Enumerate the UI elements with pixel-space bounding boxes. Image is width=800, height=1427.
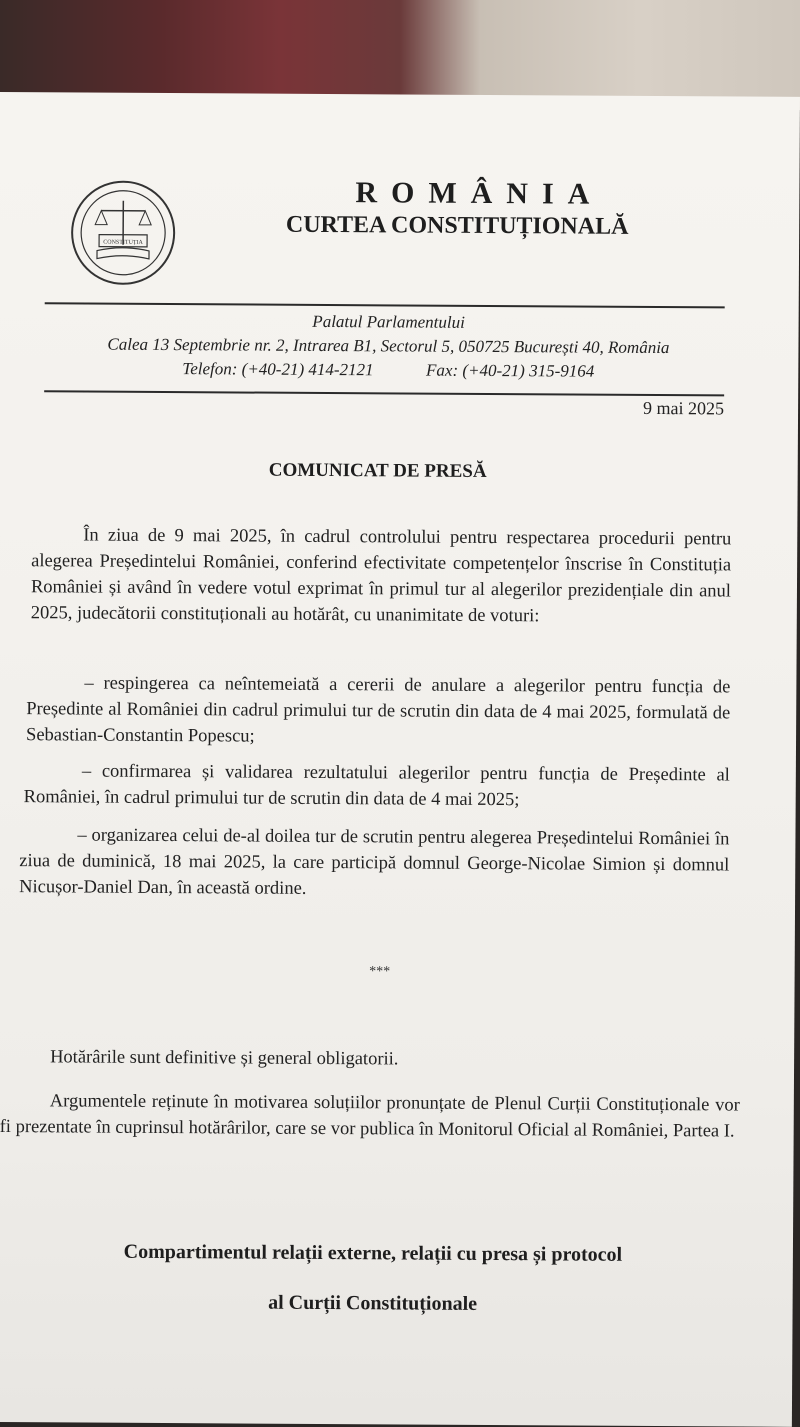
seal-text: CONSTITUȚIA [103,240,143,246]
header-rule-bottom [44,390,724,396]
address-building: Palatul Parlamentului [49,310,729,334]
header-rule-top [45,302,725,308]
phone-number: Telefon: (+40-21) 414-2121 [182,359,373,379]
institution-heading: CURTEA CONSTITUȚIONALĂ [257,212,657,241]
decision-item-1: – respingerea ca neîntemeiată a cererii de anulare a alegerilor pentru funcția de Președinte al României din cadrul primului tur de scrutin din data de 4 mai 2025, formulată de Sebastian-Constantin Popescu; [26,670,730,752]
court-seal-icon [69,178,178,287]
document-title: COMUNICAT DE PRESĂ [148,459,608,484]
fax-number: Fax: (+40-21) 315-9164 [426,361,594,381]
section-separator: *** [355,964,405,980]
footer-department: Compartimentul relații externe, relații cu presa și protocol [53,1240,693,1267]
release-date: 9 mai 2025 [558,397,724,419]
decision-item-2: – confirmarea și validarea rezultatului alegerilor pentru funcția de Președinte al României, în cadrul primului tur de scrutin din data de 4 mai 2025; [24,758,730,814]
address-contact [48,358,728,382]
press-release-page [0,92,800,1427]
final-statement-1: Hotărârile sunt definitive și general obligatorii. [50,1044,730,1074]
address-street: Calea 13 Septembrie nr. 2, Intrarea B1, Sectorul 5, 050725 București 40, România [48,334,728,358]
final-statement-2: Argumentele reținute în motivarea soluțiilor pronunțate de Plenul Curții Constituționale vor fi prezentate în cuprinsul hotărârilor, care se vor publica în Monitorul Oficial al României, Partea I. [0,1088,740,1145]
intro-paragraph: În ziua de 9 mai 2025, în cadrul controlului pentru respectarea procedurii pentru alegerea Președintelui României, conferind efectivitate competențelor înscrise în Constituția României și având în vedere votul exprimat în primul tur al alegerilor prezidențiale din anul 2025, judecătorii constituționali au hotărât, cu unanimitate de voturi: [31,522,732,630]
footer-institution: al Curții Constituționale [53,1290,693,1317]
country-heading: ROMÂNIA [299,176,659,212]
decision-item-3: – organizarea celui de-al doilea tur de scrutin pentru alegerea Președintelui României în ziua de duminică, 18 mai 2025, la care participă domnul George-Nicolae Simion și domnul Nicușor-Daniel Dan, în această ordine. [19,822,729,904]
